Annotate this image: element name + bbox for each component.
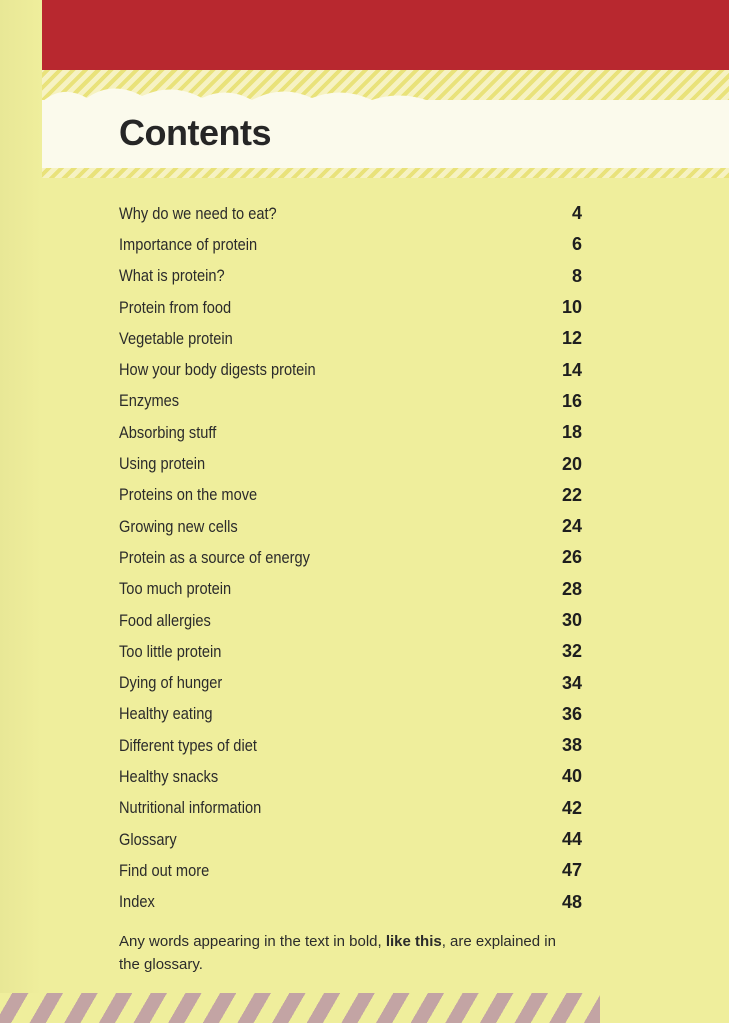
contents-entry-title: Healthy eating bbox=[119, 704, 213, 724]
contents-entry[interactable] bbox=[119, 824, 582, 855]
contents-entry-title: Healthy snacks bbox=[119, 766, 219, 786]
contents-entry[interactable] bbox=[119, 636, 582, 667]
contents-entry-title: Enzymes bbox=[119, 391, 180, 411]
contents-entry-title: How your body digests protein bbox=[119, 360, 316, 380]
contents-entry-title: Protein from food bbox=[119, 297, 232, 317]
contents-entry-title: Proteins on the move bbox=[119, 485, 258, 505]
contents-entry-page: 26 bbox=[561, 547, 582, 568]
header-red-band bbox=[42, 0, 729, 70]
contents-entry[interactable] bbox=[119, 511, 582, 542]
contents-entry-page: 10 bbox=[561, 297, 582, 318]
contents-entry-page: 32 bbox=[561, 641, 582, 662]
contents-entry-title: Too little protein bbox=[119, 641, 222, 661]
contents-entry-page: 44 bbox=[561, 829, 582, 850]
contents-entry[interactable] bbox=[119, 229, 582, 260]
contents-entry-title: What is protein? bbox=[119, 266, 225, 286]
contents-entry-page: 40 bbox=[561, 766, 582, 787]
contents-entry[interactable] bbox=[119, 261, 582, 292]
glossary-note bbox=[119, 930, 569, 976]
contents-entry-page: 12 bbox=[561, 328, 582, 349]
contents-entry-title: Vegetable protein bbox=[119, 328, 233, 348]
contents-entry-title: Different types of diet bbox=[119, 735, 257, 755]
note-text-after: , are explained in the glossary. bbox=[119, 933, 556, 973]
contents-entry-title: Too much protein bbox=[119, 579, 232, 599]
contents-entry[interactable] bbox=[119, 292, 582, 323]
contents-entry-page: 6 bbox=[571, 234, 582, 255]
contents-entry-page: 14 bbox=[561, 359, 582, 380]
contents-entry-page: 30 bbox=[561, 610, 582, 630]
contents-entry-page: 22 bbox=[561, 484, 582, 505]
note-bold-example: like this bbox=[385, 933, 442, 950]
contents-entry[interactable] bbox=[119, 699, 582, 730]
contents-entry[interactable] bbox=[119, 855, 582, 886]
contents-entry-page: 18 bbox=[561, 422, 582, 443]
contents-entry[interactable] bbox=[119, 793, 582, 824]
contents-entry-title: Index bbox=[119, 892, 155, 912]
contents-entry-title: Glossary bbox=[119, 829, 177, 849]
bottom-stripe-decoration bbox=[0, 993, 600, 1023]
contents-entry-page: 4 bbox=[571, 203, 582, 224]
contents-entry-title: Dying of hunger bbox=[119, 673, 223, 693]
contents-entry[interactable] bbox=[119, 323, 582, 354]
contents-entry-title: Protein as a source of energy bbox=[119, 547, 310, 567]
contents-entry-page: 48 bbox=[561, 891, 582, 912]
contents-entry[interactable] bbox=[119, 480, 582, 511]
contents-entry-title: Nutritional information bbox=[119, 798, 262, 818]
page-gutter bbox=[0, 0, 42, 1023]
contents-entry[interactable] bbox=[119, 448, 582, 479]
contents-entry[interactable] bbox=[119, 761, 582, 792]
contents-entry-page: 47 bbox=[561, 860, 582, 881]
contents-entry-title: Find out more bbox=[119, 860, 210, 880]
contents-entry-page: 28 bbox=[561, 578, 582, 599]
title-stripe-band bbox=[42, 168, 729, 178]
contents-entry-page: 34 bbox=[561, 672, 582, 693]
contents-entry-page: 42 bbox=[561, 797, 582, 818]
contents-entry-page: 16 bbox=[561, 390, 582, 411]
contents-entry[interactable] bbox=[119, 574, 582, 605]
contents-entry[interactable] bbox=[119, 667, 582, 698]
contents-entry-page: 8 bbox=[571, 265, 582, 286]
contents-entry-title: Growing new cells bbox=[119, 516, 238, 536]
contents-entry-title: Absorbing stuff bbox=[119, 422, 217, 442]
contents-entry-page: 24 bbox=[561, 516, 582, 537]
contents-entry[interactable] bbox=[119, 542, 582, 573]
contents-entry[interactable] bbox=[119, 730, 582, 761]
contents-entry[interactable] bbox=[119, 198, 582, 229]
contents-list bbox=[119, 198, 582, 918]
contents-entry[interactable] bbox=[119, 386, 582, 417]
contents-entry[interactable] bbox=[119, 417, 582, 448]
contents-entry-page: 20 bbox=[561, 453, 582, 474]
contents-entry-title: Food allergies bbox=[119, 610, 211, 630]
contents-entry[interactable] bbox=[119, 354, 582, 385]
note-text-before: Any words appearing in the text in bold, bbox=[119, 933, 386, 950]
contents-entry-title: Importance of protein bbox=[119, 234, 258, 254]
contents-entry-title: Why do we need to eat? bbox=[119, 203, 277, 223]
page-title: Contents bbox=[119, 112, 271, 153]
contents-entry[interactable] bbox=[119, 887, 582, 918]
contents-entry-page: 38 bbox=[561, 735, 582, 756]
contents-entry-title: Using protein bbox=[119, 454, 206, 474]
contents-entry-page: 36 bbox=[561, 703, 582, 724]
contents-entry[interactable] bbox=[119, 605, 582, 636]
